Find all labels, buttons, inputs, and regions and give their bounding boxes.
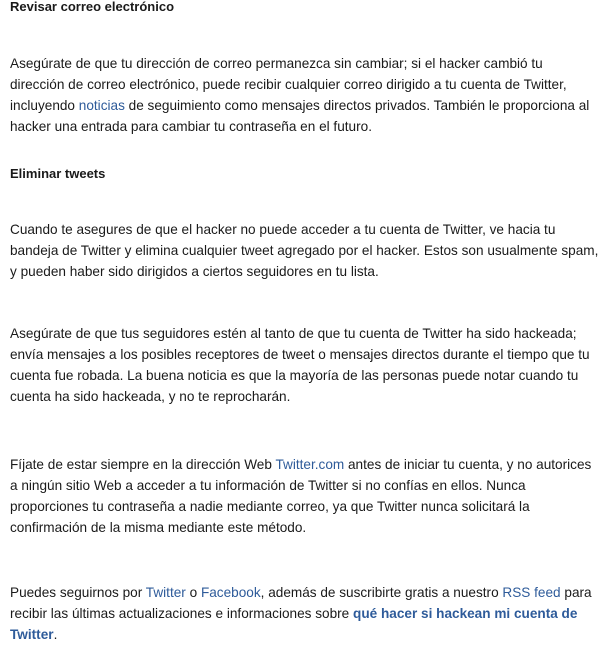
paragraph-text: , además de suscribirte gratis a nuestro [260, 585, 503, 600]
paragraph-text: Fíjate de estar siempre en la dirección Web [10, 457, 276, 472]
paragraph-text: para recibir las últimas actualizaciones e informaciones sobre [10, 585, 592, 621]
paragraph-check-address [10, 454, 600, 538]
hacked-account-link[interactable]: qué hacer si hackean mi cuenta de Twitter [10, 606, 578, 642]
rss-feed-link[interactable]: RSS feed [502, 585, 561, 600]
paragraph-delete-tweets: Cuando te asegures de que el hacker no puede acceder a tu cuenta de Twitter, ve hacia tu bandeja de Twitter y elimina cualquier tweet agregado por el hacker. Estos son usualmente spam, y pueden haber sido dirigidos a ciertos seguidores en tu lista. [10, 222, 599, 279]
paragraph-notify-followers: Asegúrate de que tus seguidores estén al tanto de que tu cuenta de Twitter ha sido hackeada; envía mensajes a los posibles receptores de tweet o mensajes directos durante el tiempo que tu cuenta fue robada. La buena noticia es que la mayoría de las personas puede notar cuando tu cuenta ha sido hackeada, y no te reprocharán. [10, 326, 590, 404]
paragraph-follow-us [10, 582, 600, 645]
facebook-link[interactable]: Facebook [200, 585, 261, 600]
paragraph-text: antes de iniciar tu cuenta, y no autorices a ningún sitio Web a acceder a tu información de Twitter si no confías en ellos. Nunca proporciones tu contraseña a nadie mediante correo, ya que Twitter nunca solicitará la confirmación de la misma mediante este método. [10, 457, 592, 535]
twitter-com-link[interactable]: Twitter.com [275, 457, 345, 472]
paragraph-text: de seguimiento como mensajes directos privados. También le proporciona al hacker una entrada para cambiar tu contraseña en el futuro. [10, 98, 590, 134]
paragraph-text: o [185, 585, 201, 600]
section-heading-check-email: Revisar correo electrónico [10, 0, 175, 14]
paragraph-check-email [10, 53, 600, 137]
section-heading-delete-tweets: Eliminar tweets [10, 166, 106, 181]
twitter-link[interactable]: Twitter [145, 585, 186, 600]
paragraph-text: . [53, 627, 58, 642]
paragraph-text: Asegúrate de que tu dirección de correo permanezca sin cambiar; si el hacker cambió tu dirección de correo electrónico, puede recibir cualquier correo dirigido a tu cuenta de Twitter, incluyendo [10, 56, 567, 113]
noticias-link[interactable]: noticias [78, 98, 125, 113]
paragraph-text: Puedes seguirnos por [10, 585, 146, 600]
